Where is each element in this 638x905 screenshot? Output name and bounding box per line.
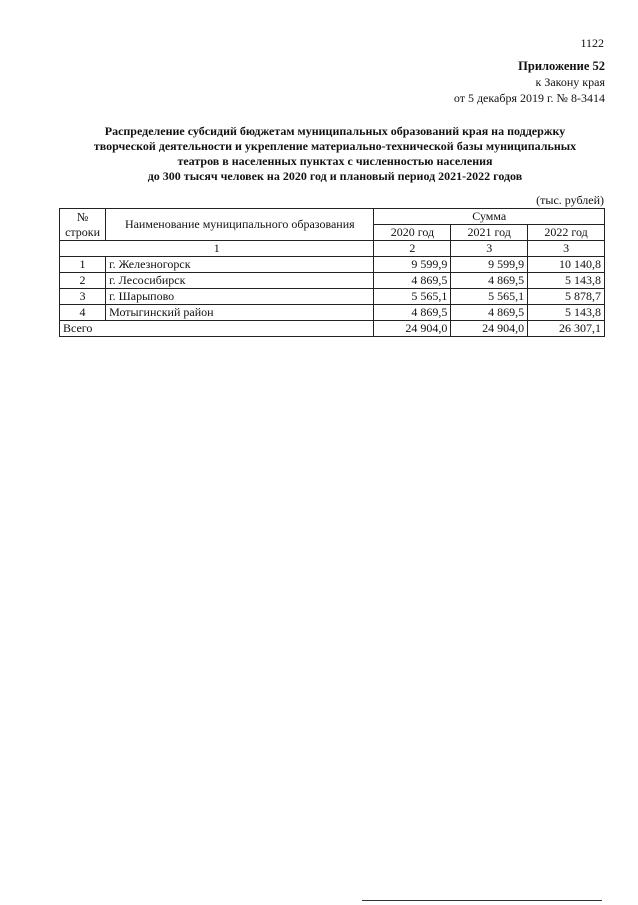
table-row — [60, 257, 605, 273]
municipality-name: Мотыгинский район — [106, 305, 374, 321]
page-edge-line — [362, 900, 602, 901]
table-row — [60, 289, 605, 305]
value-2021: 9 599,9 — [451, 257, 528, 273]
column-number: 1 — [60, 241, 374, 257]
table-header-row — [60, 209, 605, 225]
value-2022: 10 140,8 — [528, 257, 605, 273]
appendix-law-date: от 5 декабря 2019 г. № 8-3414 — [453, 91, 605, 105]
appendix-block — [454, 58, 605, 106]
header-sum: Сумма — [374, 209, 605, 225]
header-year-2022: 2022 год — [528, 225, 605, 241]
municipality-name: г. Лесосибирск — [106, 273, 374, 289]
value-2021: 4 869,5 — [451, 305, 528, 321]
column-number-row — [60, 241, 605, 257]
value-2021: 4 869,5 — [451, 273, 528, 289]
total-2022: 26 307,1 — [528, 321, 605, 337]
total-2020: 24 904,0 — [374, 321, 451, 337]
value-2020: 9 599,9 — [374, 257, 451, 273]
value-2022: 5 878,7 — [528, 289, 605, 305]
total-row — [60, 321, 605, 337]
value-2021: 5 565,1 — [451, 289, 528, 305]
row-number: 3 — [60, 289, 106, 305]
heading-line: театров в населенных пунктах с численностью населения — [177, 154, 493, 168]
heading-line: творческой деятельности и укрепление материально-технической базы муниципальных — [93, 139, 577, 153]
document-heading — [50, 124, 620, 184]
table-row — [60, 305, 605, 321]
value-2022: 5 143,8 — [528, 305, 605, 321]
row-number: 4 — [60, 305, 106, 321]
header-year-2021: 2021 год — [451, 225, 528, 241]
header-year-2020: 2020 год — [374, 225, 451, 241]
row-number: 2 — [60, 273, 106, 289]
value-2022: 5 143,8 — [528, 273, 605, 289]
units-label: (тыс. рублей) — [536, 193, 604, 207]
appendix-title: Приложение 52 — [518, 59, 605, 73]
municipality-name: г. Шарыпово — [106, 289, 374, 305]
value-2020: 5 565,1 — [374, 289, 451, 305]
column-number: 2 — [374, 241, 451, 257]
heading-line: Распределение субсидий бюджетам муниципальных образований края на поддержку — [104, 124, 566, 138]
value-2020: 4 869,5 — [374, 273, 451, 289]
column-number: 3 — [528, 241, 605, 257]
appendix-law-ref: к Закону края — [535, 75, 605, 89]
total-label: Всего — [60, 321, 374, 337]
page-number: 1122 — [580, 36, 604, 50]
subsidy-table — [59, 208, 605, 337]
heading-line: до 300 тысяч человек на 2020 год и плановый период 2021-2022 годов — [147, 169, 523, 183]
municipality-name: г. Железногорск — [106, 257, 374, 273]
header-municipality: Наименование муниципального образования — [106, 209, 374, 241]
column-number: 3 — [451, 241, 528, 257]
table-row — [60, 273, 605, 289]
value-2020: 4 869,5 — [374, 305, 451, 321]
row-number: 1 — [60, 257, 106, 273]
total-2021: 24 904,0 — [451, 321, 528, 337]
header-row-number: № строки — [60, 209, 106, 241]
